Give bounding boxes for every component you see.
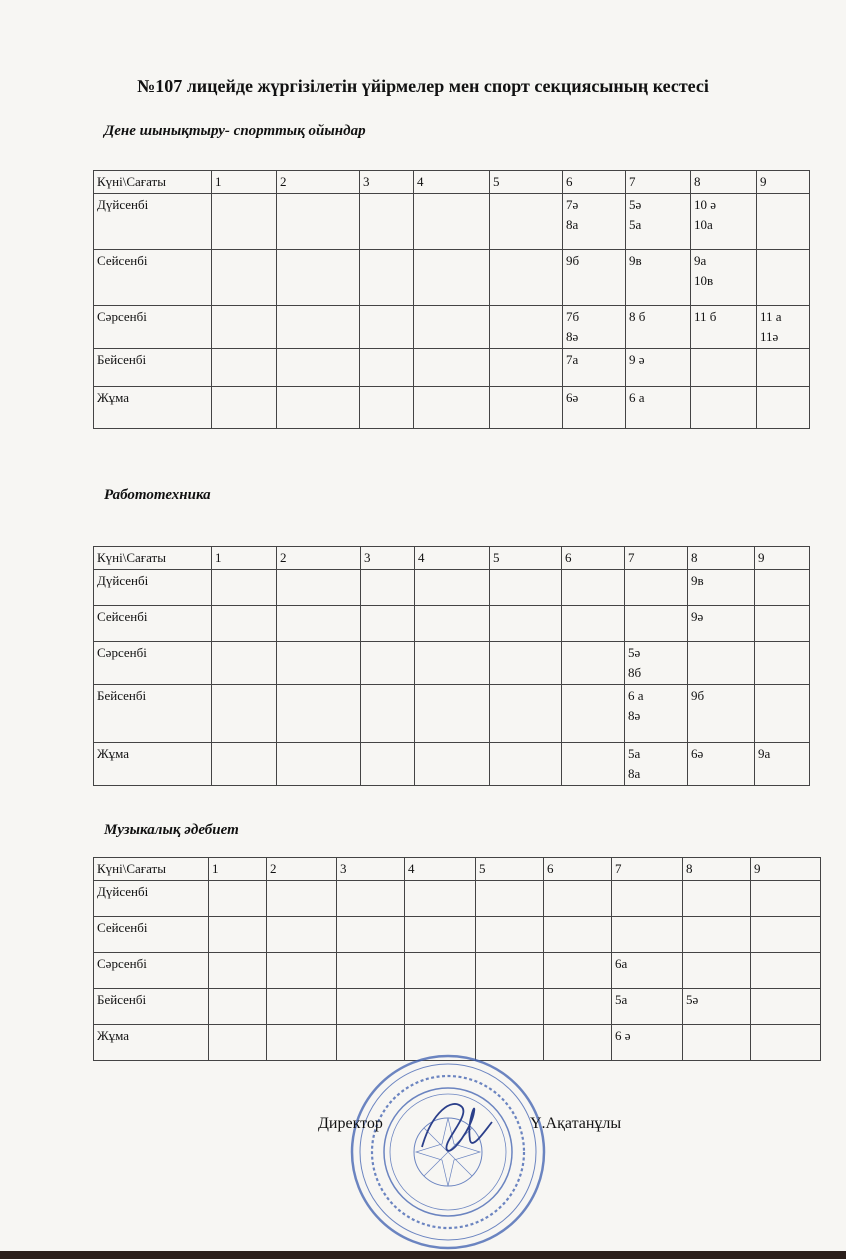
table-header-row [94, 547, 810, 570]
row-day-label: Жұма [94, 1025, 209, 1061]
header-hour-4: 4 [415, 547, 490, 570]
table-header-row [94, 858, 821, 881]
schedule-cell [755, 642, 810, 685]
header-day-hour: Күні\Сағаты [94, 171, 212, 194]
header-hour-2: 2 [277, 171, 360, 194]
schedule-cell: 5ә [683, 989, 751, 1025]
schedule-cell [490, 743, 562, 786]
header-hour-9: 9 [751, 858, 821, 881]
schedule-cell [490, 387, 563, 429]
table-row [94, 917, 821, 953]
scan-edge [0, 1251, 846, 1259]
schedule-cell [544, 1025, 612, 1061]
schedule-cell [612, 881, 683, 917]
schedule-cell [490, 642, 562, 685]
schedule-cell [267, 953, 337, 989]
header-hour-7: 7 [612, 858, 683, 881]
header-hour-6: 6 [563, 171, 626, 194]
header-hour-5: 5 [490, 171, 563, 194]
schedule-cell [360, 387, 414, 429]
schedule-cell [405, 881, 476, 917]
schedule-cell [476, 953, 544, 989]
schedule-cell [757, 194, 810, 250]
schedule-cell [490, 685, 562, 743]
header-hour-2: 2 [267, 858, 337, 881]
schedule-cell: 5ә 8б [625, 642, 688, 685]
schedule-cell [415, 743, 490, 786]
header-hour-8: 8 [691, 171, 757, 194]
header-day-hour: Күні\Сағаты [94, 858, 209, 881]
schedule-table-robotics [93, 546, 810, 786]
schedule-cell [757, 387, 810, 429]
schedule-cell: 6 ә [612, 1025, 683, 1061]
schedule-cell [544, 881, 612, 917]
schedule-cell [212, 306, 277, 349]
header-hour-4: 4 [405, 858, 476, 881]
schedule-cell [683, 881, 751, 917]
schedule-cell [755, 606, 810, 642]
schedule-cell [612, 917, 683, 953]
schedule-cell: 6 а [626, 387, 691, 429]
schedule-cell: 9а 10в [691, 250, 757, 306]
schedule-cell [212, 606, 277, 642]
schedule-cell [755, 570, 810, 606]
schedule-cell [267, 917, 337, 953]
schedule-cell [755, 685, 810, 743]
schedule-cell [212, 250, 277, 306]
schedule-cell [212, 387, 277, 429]
schedule-cell [212, 349, 277, 387]
header-hour-6: 6 [544, 858, 612, 881]
header-hour-3: 3 [337, 858, 405, 881]
schedule-cell [683, 917, 751, 953]
schedule-cell [490, 606, 562, 642]
schedule-cell [476, 881, 544, 917]
schedule-cell [277, 642, 361, 685]
schedule-cell [490, 570, 562, 606]
schedule-cell [212, 743, 277, 786]
row-day-label: Дүйсенбі [94, 194, 212, 250]
schedule-cell: 5а [612, 989, 683, 1025]
schedule-cell [267, 881, 337, 917]
director-label: Директор [318, 1115, 383, 1132]
schedule-cell [267, 989, 337, 1025]
table-row [94, 989, 821, 1025]
schedule-cell [691, 349, 757, 387]
table-row [94, 606, 810, 642]
table-row [94, 349, 810, 387]
schedule-cell [691, 387, 757, 429]
schedule-cell [490, 194, 563, 250]
row-day-label: Бейсенбі [94, 989, 209, 1025]
schedule-cell [562, 642, 625, 685]
header-hour-5: 5 [476, 858, 544, 881]
table-row [94, 642, 810, 685]
schedule-cell: 6ә [688, 743, 755, 786]
schedule-cell: 6ә [563, 387, 626, 429]
schedule-cell [751, 953, 821, 989]
schedule-cell: 8 б [626, 306, 691, 349]
schedule-cell [209, 953, 267, 989]
table-row [94, 881, 821, 917]
header-hour-1: 1 [212, 547, 277, 570]
table-row [94, 743, 810, 786]
section-title-sports: Дене шынықтыру- спорттық ойындар [104, 123, 366, 139]
row-day-label: Сәрсенбі [94, 953, 209, 989]
schedule-cell [361, 606, 415, 642]
schedule-cell [562, 743, 625, 786]
schedule-cell [277, 306, 360, 349]
schedule-cell: 5а 8а [625, 743, 688, 786]
header-hour-5: 5 [490, 547, 562, 570]
section-title-robotics: Работотехника [104, 487, 211, 503]
schedule-cell [476, 989, 544, 1025]
schedule-cell [361, 570, 415, 606]
schedule-cell [360, 250, 414, 306]
schedule-cell [544, 917, 612, 953]
director-name: Ү.Ақатанұлы [530, 1115, 622, 1132]
header-hour-6: 6 [562, 547, 625, 570]
row-day-label: Бейсенбі [94, 349, 212, 387]
row-day-label: Сейсенбі [94, 917, 209, 953]
schedule-cell [337, 881, 405, 917]
schedule-cell: 9в [688, 570, 755, 606]
schedule-cell: 9б [563, 250, 626, 306]
schedule-cell [414, 349, 490, 387]
schedule-cell [277, 349, 360, 387]
schedule-cell [544, 953, 612, 989]
schedule-cell [337, 989, 405, 1025]
schedule-cell [490, 250, 563, 306]
schedule-cell [209, 989, 267, 1025]
schedule-cell [277, 743, 361, 786]
row-day-label: Сәрсенбі [94, 642, 212, 685]
schedule-cell [277, 387, 360, 429]
schedule-cell [688, 642, 755, 685]
schedule-cell [414, 250, 490, 306]
schedule-cell [361, 685, 415, 743]
schedule-cell [212, 642, 277, 685]
row-day-label: Бейсенбі [94, 685, 212, 743]
schedule-cell [625, 570, 688, 606]
row-day-label: Сейсенбі [94, 250, 212, 306]
schedule-cell [209, 881, 267, 917]
schedule-cell: 9ә [688, 606, 755, 642]
schedule-cell [757, 250, 810, 306]
table-row [94, 387, 810, 429]
schedule-cell [277, 250, 360, 306]
schedule-cell [562, 606, 625, 642]
schedule-cell [544, 989, 612, 1025]
schedule-cell [361, 642, 415, 685]
director-signature [412, 1092, 502, 1162]
schedule-cell [751, 989, 821, 1025]
schedule-cell [212, 194, 277, 250]
schedule-cell [751, 881, 821, 917]
schedule-cell [415, 570, 490, 606]
schedule-cell [476, 917, 544, 953]
section-title-music: Музыкалық әдебиет [104, 822, 239, 838]
schedule-cell [360, 306, 414, 349]
schedule-cell [405, 989, 476, 1025]
header-hour-3: 3 [361, 547, 415, 570]
row-day-label: Сәрсенбі [94, 306, 212, 349]
schedule-cell [212, 570, 277, 606]
schedule-cell [757, 349, 810, 387]
schedule-cell [751, 1025, 821, 1061]
header-hour-1: 1 [209, 858, 267, 881]
schedule-cell [337, 953, 405, 989]
schedule-cell [415, 606, 490, 642]
schedule-cell [209, 917, 267, 953]
table-row [94, 250, 810, 306]
schedule-cell [414, 194, 490, 250]
schedule-cell: 6 а 8ә [625, 685, 688, 743]
schedule-cell [277, 570, 361, 606]
schedule-cell: 7а [563, 349, 626, 387]
schedule-cell: 9б [688, 685, 755, 743]
schedule-cell [277, 606, 361, 642]
schedule-cell: 9 ә [626, 349, 691, 387]
schedule-cell [751, 917, 821, 953]
schedule-cell [490, 306, 563, 349]
row-day-label: Сейсенбі [94, 606, 212, 642]
schedule-cell: 11 а 11ә [757, 306, 810, 349]
schedule-cell [562, 685, 625, 743]
schedule-cell [360, 194, 414, 250]
schedule-table-sports [93, 170, 810, 429]
schedule-cell [277, 685, 361, 743]
schedule-cell [209, 1025, 267, 1061]
schedule-cell [683, 953, 751, 989]
schedule-cell [415, 685, 490, 743]
row-day-label: Жұма [94, 387, 212, 429]
schedule-cell [414, 387, 490, 429]
schedule-cell [267, 1025, 337, 1061]
schedule-cell: 10 ә 10а [691, 194, 757, 250]
schedule-table-music [93, 857, 821, 1061]
table-row [94, 194, 810, 250]
table-row [94, 570, 810, 606]
schedule-cell [683, 1025, 751, 1061]
table-header-row [94, 171, 810, 194]
header-hour-7: 7 [625, 547, 688, 570]
header-hour-8: 8 [683, 858, 751, 881]
schedule-cell [337, 917, 405, 953]
row-day-label: Дүйсенбі [94, 881, 209, 917]
header-day-hour: Күні\Сағаты [94, 547, 212, 570]
schedule-cell [414, 306, 490, 349]
row-day-label: Жұма [94, 743, 212, 786]
schedule-cell: 9в [626, 250, 691, 306]
row-day-label: Дүйсенбі [94, 570, 212, 606]
table-row [94, 306, 810, 349]
header-hour-2: 2 [277, 547, 361, 570]
header-hour-1: 1 [212, 171, 277, 194]
schedule-cell [405, 953, 476, 989]
schedule-cell [490, 349, 563, 387]
schedule-cell: 5ә 5а [626, 194, 691, 250]
schedule-cell [360, 349, 414, 387]
schedule-cell [562, 570, 625, 606]
table-row [94, 953, 821, 989]
page-title: №107 лицейде жүргізілетін үйірмелер мен спорт секциясының кестесі [137, 76, 709, 96]
header-hour-4: 4 [414, 171, 490, 194]
schedule-cell: 9а [755, 743, 810, 786]
schedule-cell: 7б 8ә [563, 306, 626, 349]
schedule-cell [361, 743, 415, 786]
header-hour-7: 7 [626, 171, 691, 194]
header-hour-9: 9 [755, 547, 810, 570]
table-row [94, 685, 810, 743]
schedule-cell: 7ә 8а [563, 194, 626, 250]
schedule-cell [625, 606, 688, 642]
schedule-cell [415, 642, 490, 685]
header-hour-3: 3 [360, 171, 414, 194]
schedule-cell [212, 685, 277, 743]
schedule-cell [405, 917, 476, 953]
schedule-cell: 11 б [691, 306, 757, 349]
schedule-cell: 6а [612, 953, 683, 989]
schedule-cell [277, 194, 360, 250]
header-hour-8: 8 [688, 547, 755, 570]
header-hour-9: 9 [757, 171, 810, 194]
